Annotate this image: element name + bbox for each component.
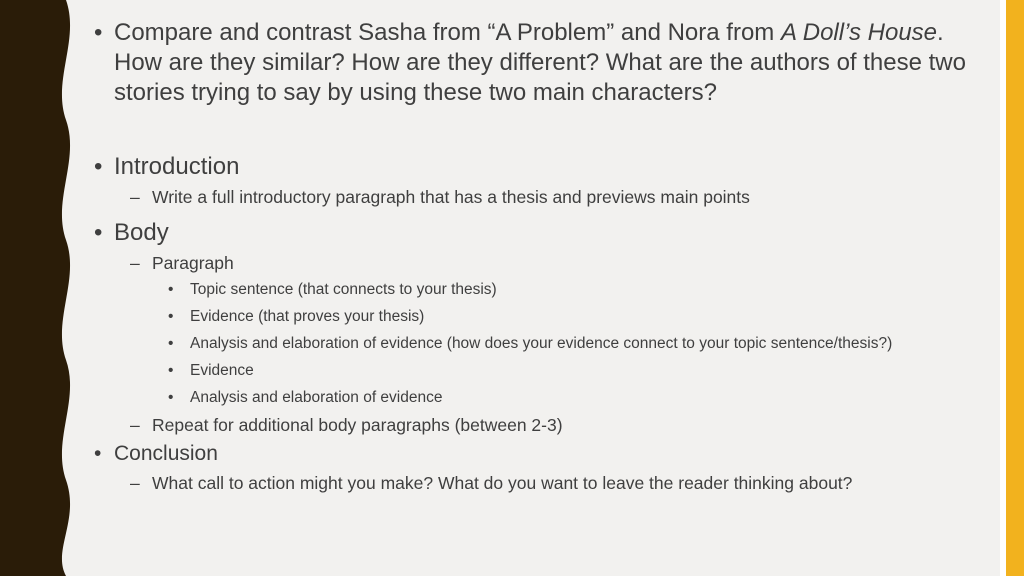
bullet-marker: • bbox=[94, 19, 103, 46]
spacer bbox=[94, 108, 984, 152]
body-item-row bbox=[94, 388, 984, 408]
question-title-italic-2: House bbox=[867, 19, 938, 46]
bullet-marker: • bbox=[168, 389, 174, 406]
body-repeat-row bbox=[94, 414, 984, 436]
bullet-marker: • bbox=[168, 335, 174, 352]
body-paragraph-row bbox=[94, 252, 984, 274]
bullet-marker: • bbox=[168, 281, 174, 298]
body-paragraph-label: Paragraph bbox=[152, 253, 234, 273]
body-item: Evidence (that proves your thesis) bbox=[190, 308, 425, 325]
body-item: Topic sentence (that connects to your thesis) bbox=[190, 281, 497, 298]
introduction-bullet bbox=[94, 152, 984, 182]
body-item: Evidence bbox=[190, 362, 254, 379]
conclusion-detail-row bbox=[94, 472, 984, 494]
body-bullet bbox=[94, 218, 984, 248]
conclusion-bullet bbox=[94, 440, 984, 468]
dash-marker: – bbox=[130, 253, 140, 273]
bullet-marker: • bbox=[168, 308, 174, 325]
body-item-row bbox=[94, 280, 984, 300]
question-title-italic: A Doll’s bbox=[780, 19, 861, 46]
conclusion-heading: Conclusion bbox=[114, 442, 218, 465]
dash-marker: – bbox=[130, 415, 140, 435]
question-part1: Compare and contrast Sasha from “A Problem” and Nora from bbox=[114, 19, 781, 46]
body-item: Analysis and elaboration of evidence bbox=[190, 389, 443, 406]
bullet-marker: • bbox=[94, 219, 103, 246]
question-part2: . How are they similar? How are they different? What are the authors of these two stories trying to say by using these two main characters? bbox=[114, 19, 966, 106]
body-item-row bbox=[94, 361, 984, 381]
introduction-detail: Write a full introductory paragraph that has a thesis and previews main points bbox=[152, 187, 750, 207]
dash-marker: – bbox=[130, 187, 140, 207]
bullet-list bbox=[94, 18, 984, 494]
body-item-row bbox=[94, 307, 984, 327]
body-heading: Body bbox=[114, 219, 169, 246]
body-item: Analysis and elaboration of evidence (how does your evidence connect to your topic sentence/thesis?) bbox=[190, 335, 893, 352]
introduction-heading: Introduction bbox=[114, 153, 240, 180]
question-bullet bbox=[94, 18, 984, 108]
body-repeat-note: Repeat for additional body paragraphs (between 2-3) bbox=[152, 415, 563, 435]
bullet-marker: • bbox=[94, 442, 102, 465]
body-item-row bbox=[94, 334, 984, 354]
bullet-marker: • bbox=[94, 153, 103, 180]
dash-marker: – bbox=[130, 473, 140, 493]
bullet-marker: • bbox=[168, 362, 174, 379]
introduction-detail-row bbox=[94, 186, 984, 208]
conclusion-detail: What call to action might you make? What do you want to leave the reader thinking about? bbox=[152, 473, 853, 493]
question-text bbox=[114, 18, 984, 108]
right-stripe-gold bbox=[1006, 0, 1024, 576]
